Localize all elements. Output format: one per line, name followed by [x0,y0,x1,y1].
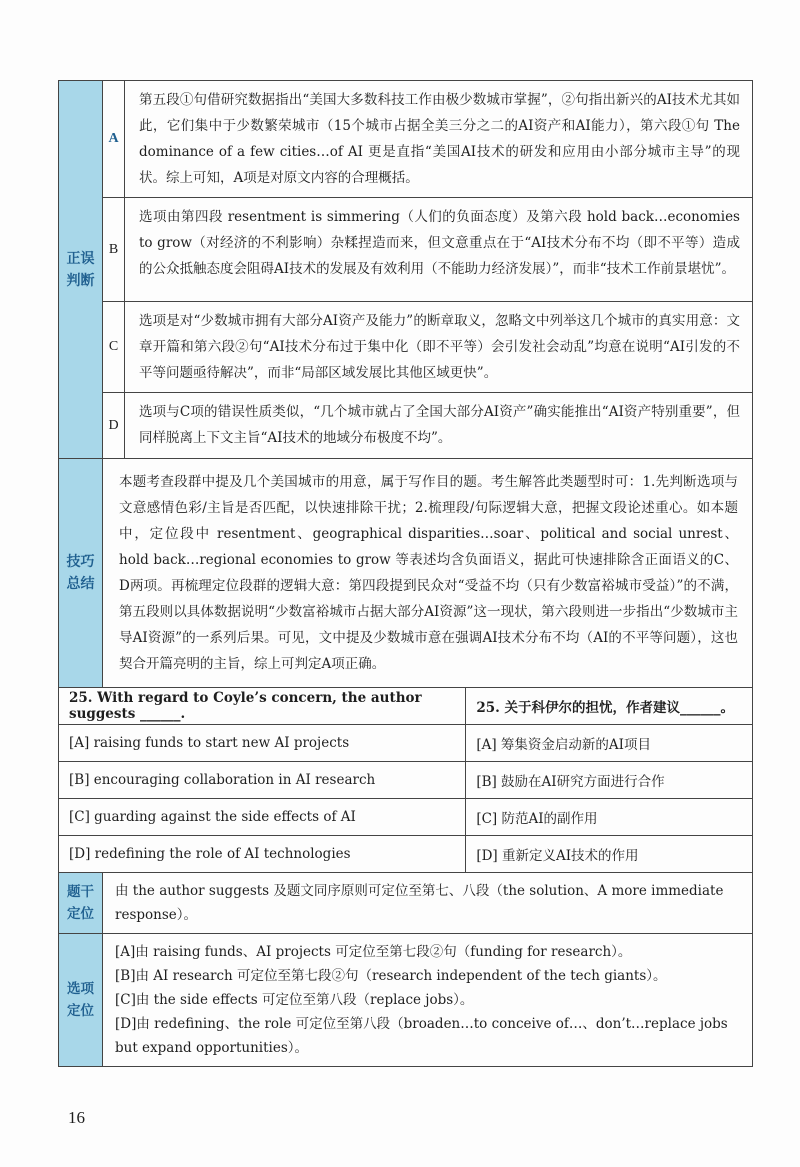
option-d-zh: [D] 重新定义AI技术的作用 [466,836,753,873]
options-locate-list [103,934,753,1067]
option-letter: B [103,198,125,302]
option-b-en: [B] encouraging collaboration in AI research [59,762,466,799]
page-number: 16 [68,1108,85,1127]
option-c-zh: [C] 防范AI的副作用 [466,799,753,836]
stem-locate-text: 由 the author suggests 及题文同序原则可定位至第七、八段（the solution、A more immediate response）。 [103,873,753,934]
question-25-table [58,687,753,1067]
option-a-en: [A] raising funds to start new AI projects [59,725,466,762]
options-locate-d: [D]由 redefining、the role 可定位至第八段（broaden…to conceive of…、don’t…replace jobs but expand opportunities）。 [115,1016,728,1056]
stem-locate-label [59,873,103,934]
option-d-analysis: 选项与C项的错误性质类似，“几个城市就占了全国大部分AI资产”确实能推出“AI资产特别重要”，但同样脱离上下文主旨“AI技术的地域分布极度不均”。 [125,393,753,459]
option-a-zh: [A] 筹集资金启动新的AI项目 [466,725,753,762]
options-locate-c: [C]由 the side effects 可定位至第八段（replace jobs）。 [115,992,474,1008]
option-b-analysis: 选项由第四段 resentment is simmering（人们的负面态度）及第六段 hold back…economies to grow（对经济的不利影响）杂糅捏造而来，但文意重点在于“AI技术分布不均（即不平等）造成的公众抵触态度会阻碍AI技术的发展及有效利用（不能助力经济发展）”，而非“技术工作前景堪忧”。 [125,198,753,302]
option-d-en: [D] redefining the role of AI technologies [59,836,466,873]
option-b-zh: [B] 鼓励在AI研究方面进行合作 [466,762,753,799]
option-letter: C [103,302,125,393]
tips-summary: 本题考查段群中提及几个美国城市的用意，属于写作目的题。考生解答此类题型时可：1.先判断选项与文意感情色彩/主旨是否匹配，以快速排除干扰；2.梳理段/句际逻辑大意，把握文段论述重心。如本题中，定位段中 resentment、geographical disparities…soar、political and social unrest、hold back…regional economies to grow 等表述均含负面语义，据此可快速排除含正面语义的C、D两项。再梳理定位段群的逻辑大意：第四段提到民众对“受益不均（只有少数富裕城市受益）”的不满，第五段则以具体数据说明“少数富裕城市占据大部分AI资源”这一现状，第六段则进一步指出“少数城市主导AI资源”的一系列后果。可见，文中提及少数城市意在强调AI技术分布不均（AI的不平等问题），这也契合开篇亮明的主旨，综上可判定A项正确。 [103,459,753,688]
options-locate-label-text: 选项定位 [67,981,94,1019]
correctness-label [59,81,103,459]
option-a-analysis: 第五段①句借研究数据指出“美国大多数科技工作由极少数城市掌握”，②句指出新兴的AI技术尤其如此，它们集中于少数繁荣城市（15个城市占据全美三分之二的AI资产和AI能力），第六段①句 The dominance of a few cities…of AI 更是直指“美国AI技术的研发和应用由小部分城市主导”的现状。综上可知，A项是对原文内容的合理概括。 [125,81,753,198]
option-c-analysis: 选项是对“少数城市拥有大部分AI资产及能力”的断章取义，忽略文中列举这几个城市的真实用意：文章开篇和第六段②句“AI技术分布过于集中化（即不平等）会引发社会动乱”均意在说明“AI引发的不平等问题亟待解决”，而非“局部区域发展比其他区域更快”。 [125,302,753,393]
question-zh: 25. 关于科伊尔的担忧，作者建议______。 [466,688,753,725]
correctness-label-text: 正误判断 [66,250,95,289]
tips-label [59,459,103,688]
options-locate-a: [A]由 raising funds、AI projects 可定位至第七段②句（funding for research）。 [115,944,632,960]
options-locate-b: [B]由 AI research 可定位至第七段②句（research independent of the tech giants）。 [115,968,667,984]
stem-locate-label-text: 题干定位 [67,884,94,922]
options-locate-label [59,934,103,1067]
tips-label-text: 技巧总结 [66,554,95,592]
analysis-table [58,80,753,688]
option-c-en: [C] guarding against the side effects of AI [59,799,466,836]
option-letter: A [103,81,125,198]
option-letter: D [103,393,125,459]
question-en: 25. With regard to Coyle’s concern, the author suggests ______. [59,688,466,725]
